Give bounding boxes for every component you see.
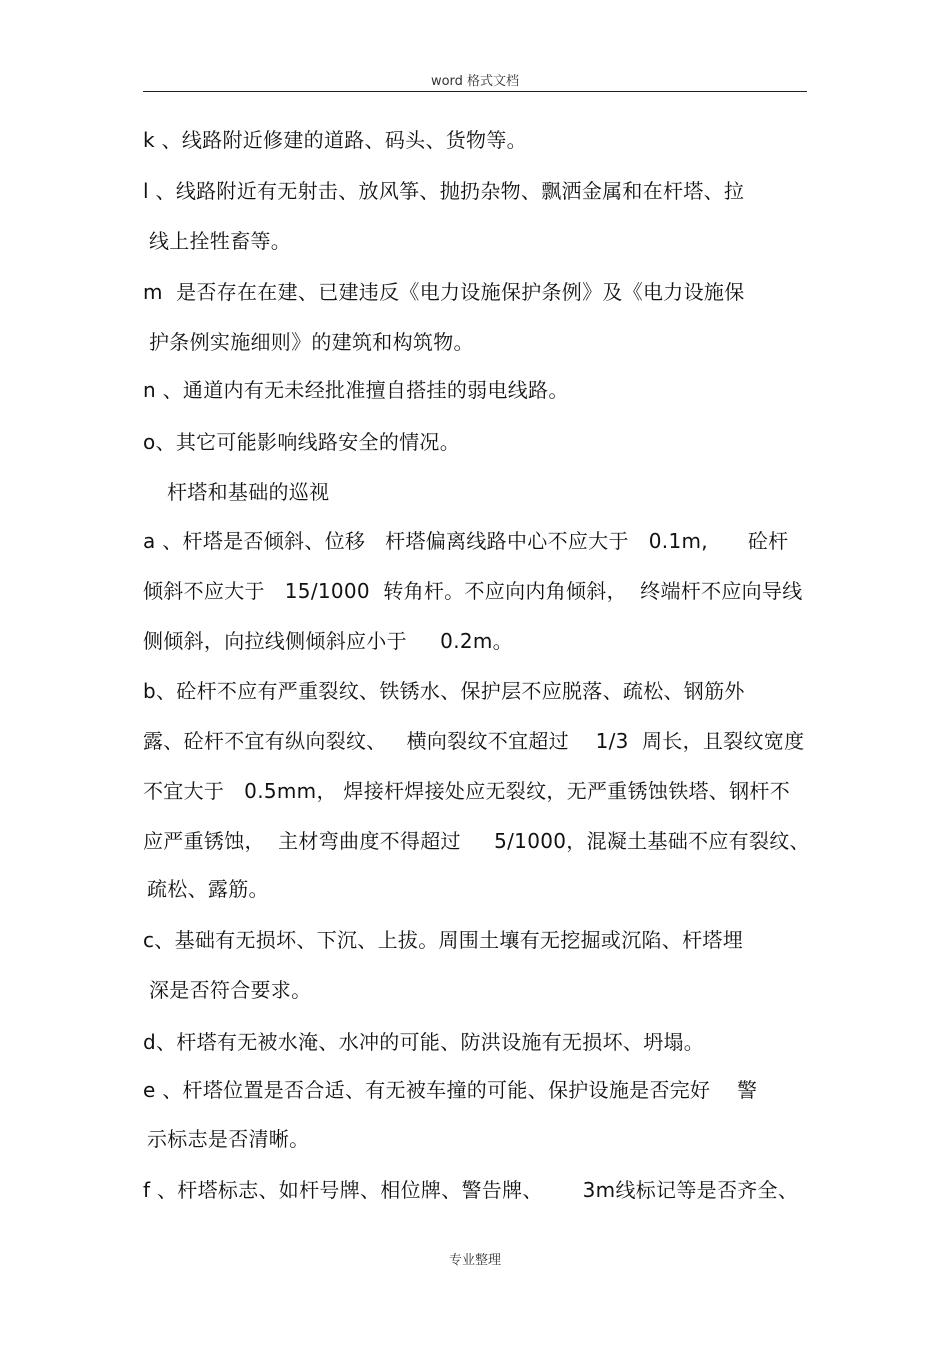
paragraph-line: 露、砼杆不宜有纵向裂纹、 横向裂纹不宜超过 1/3 周长，且裂纹宽度 bbox=[143, 729, 805, 753]
paragraph-line: 疏松、露筋。 bbox=[147, 877, 269, 901]
paragraph-line: l 、线路附近有无射击、放风筝、抛扔杂物、飘洒金属和在杆塔、拉 bbox=[143, 179, 745, 203]
paragraph-line: 应严重锈蚀， 主材弯曲度不得超过 5/1000，混凝土基础不应有裂纹、 bbox=[143, 829, 810, 853]
paragraph-line: c、基础有无损坏、下沉、上拔。周围土壤有无挖掘或沉陷、杆塔埋 bbox=[143, 928, 743, 952]
paragraph-line: 护条例实施细则》的建筑和构筑物。 bbox=[149, 330, 474, 354]
paragraph-line: 倾斜不应大于 15/1000 转角杆。不应向内角倾斜， 终端杆不应向导线 bbox=[143, 579, 803, 603]
page-footer: 专业整理 bbox=[448, 1253, 501, 1268]
paragraph-line: 深是否符合要求。 bbox=[149, 978, 312, 1002]
paragraph-line: a 、杆塔是否倾斜、位移 杆塔偏离线路中心不应大于 0.1m, 砼杆 bbox=[143, 529, 789, 553]
paragraph-line: e 、杆塔位置是否合适、有无被车撞的可能、保护设施是否完好 警 bbox=[143, 1078, 758, 1102]
paragraph-line: 不宜大于 0.5mm， 焊接杆焊接处应无裂纹，无严重锈蚀铁塔、钢杆不 bbox=[143, 779, 791, 803]
page-header: word 格式文档 bbox=[430, 74, 520, 89]
paragraph-line: f 、杆塔标志、如杆号牌、相位牌、警告牌、 3m线标记等是否齐全、 bbox=[143, 1178, 799, 1202]
paragraph-line: 侧倾斜，向拉线侧倾斜应小于 0.2m。 bbox=[143, 629, 513, 653]
paragraph-line: n 、通道内有无未经批准擅自搭挂的弱电线路。 bbox=[143, 378, 569, 402]
header-divider bbox=[143, 91, 807, 92]
paragraph-line: o、其它可能影响线路安全的情况。 bbox=[143, 430, 461, 454]
paragraph-line: k 、线路附近修建的道路、码头、货物等。 bbox=[143, 128, 527, 152]
section-heading: 杆塔和基础的巡视 bbox=[167, 480, 330, 504]
paragraph-line: d、杆塔有无被水淹、水冲的可能、防洪设施有无损坏、坍塌。 bbox=[143, 1030, 705, 1054]
paragraph-line: b、砼杆不应有严重裂纹、铁锈水、保护层不应脱落、疏松、钢筋外 bbox=[143, 679, 745, 703]
paragraph-line: 示标志是否清晰。 bbox=[147, 1127, 310, 1151]
paragraph-line: 线上拴牲畜等。 bbox=[149, 229, 292, 253]
paragraph-line: m 是否存在在建、已建违反《电力设施保护条例》及《电力设施保 bbox=[143, 280, 745, 304]
